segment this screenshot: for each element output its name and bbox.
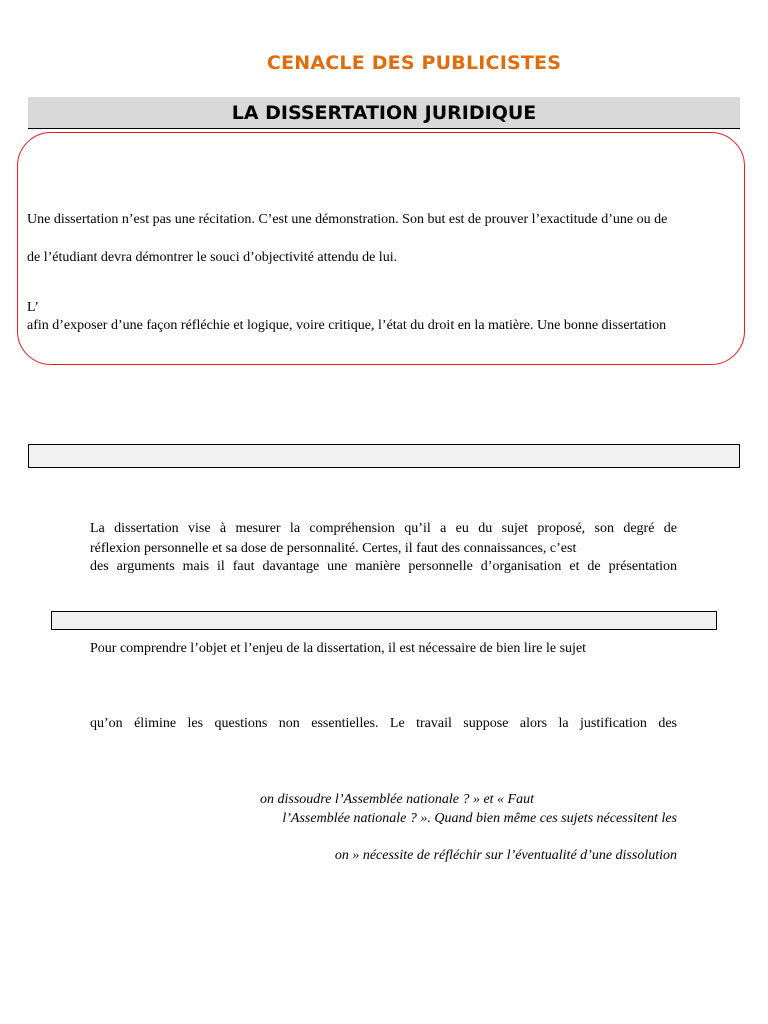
- intro-line-3: L’: [27, 300, 39, 315]
- page-title: LA DISSERTATION JURIDIQUE: [231, 102, 537, 124]
- intro-line-2: de l’étudiant devra démontrer le souci d’objectivité attendu de lui.: [27, 250, 398, 265]
- section1-line-1: La dissertation vise à mesurer la compréhension qu’il a eu du sujet proposé, son degré de: [90, 521, 677, 536]
- example-line-3: on » nécessite de réfléchir sur l’éventualité d’une dissolution: [334, 848, 677, 863]
- organization-title: CENACLE DES PUBLICISTES: [266, 52, 562, 74]
- intro-line-1: Une dissertation n’est pas une récitation. C’est une démonstration. Son but est de prouver l’exactitude d’une ou de: [27, 212, 668, 227]
- section2-line-1: Pour comprendre l’objet et l’enjeu de la dissertation, il est nécessaire de bien lire le sujet: [90, 641, 587, 656]
- intro-line-4: afin d’exposer d’une façon réfléchie et logique, voire critique, l’état du droit en la matière. Une bonne dissertation: [27, 318, 667, 333]
- section-heading-bar-2: [51, 611, 717, 630]
- section1-line-3: des arguments mais il faut davantage une manière personnelle d’organisation et de présentation: [90, 559, 677, 574]
- example-line-2: l’Assemblée nationale ? ». Quand bien même ces sujets nécessitent les: [282, 811, 677, 826]
- section1-line-2: réflexion personnelle et sa dose de personnalité. Certes, il faut des connaissances, c’est: [90, 541, 577, 556]
- section-heading-bar-1: [28, 444, 740, 468]
- example-line-1: on dissoudre l’Assemblée nationale ? » et « Faut: [260, 792, 534, 807]
- section2-line-2: qu’on élimine les questions non essentielles. Le travail suppose alors la justification des: [90, 716, 677, 731]
